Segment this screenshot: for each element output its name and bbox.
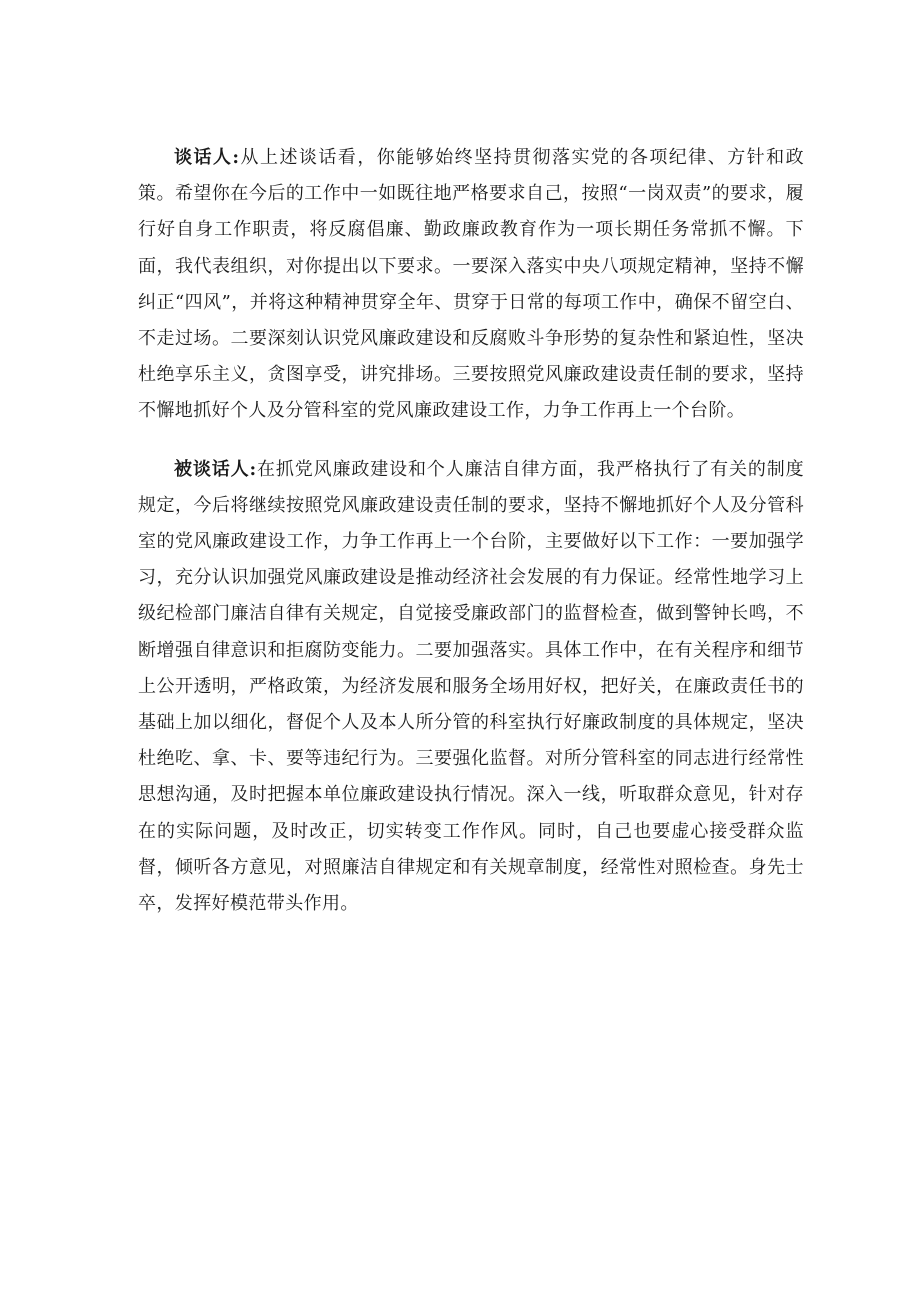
- speaker-label-interviewer: 谈话人:: [174, 147, 240, 168]
- interviewee-paragraph: [138, 452, 804, 923]
- interviewer-text: 从上述谈话看，你能够始终坚持贯彻落实党的各项纪律、方针和政策。希望你在今后的工作中一如既往地严格要求自己，按照“一岗双责”的要求，履行好自身工作职责，将反腐倡廉、勤政廉政教育作为一项长期任务常抓不懈。下面，我代表组织，对你提出以下要求。一要深入落实中央八项规定精神，坚持不懈纠正“四风”，并将这种精神贯穿全年、贯穿于日常的每项工作中，确保不留空白、不走过场。二要深刻认识党风廉政建设和反腐败斗争形势的复杂性和紧迫性，坚决杜绝享乐主义，贪图享受，讲究排场。三要按照党风廉政建设责任制的要求，坚持不懈地抓好个人及分管科室的党风廉政建设工作，力争工作再上一个台阶。: [138, 147, 804, 422]
- interviewer-paragraph: [138, 140, 804, 430]
- interviewee-text: 在抓党风廉政建设和个人廉洁自律方面，我严格执行了有关的制度规定，今后将继续按照党风廉政建设责任制的要求，坚持不懈地抓好个人及分管科室的党风廉政建设工作，力争工作再上一个台阶，主要做好以下工作：一要加强学习，充分认识加强党风廉政建设是推动经济社会发展的有力保证。经常性地学习上级纪检部门廉洁自律有关规定，自觉接受廉政部门的监督检查，做到警钟长鸣，不断增强自律意识和拒腐防变能力。二要加强落实。具体工作中，在有关程序和细节上公开透明，严格政策，为经济发展和服务全场用好权，把好关，在廉政责任书的基础上加以细化，督促个人及本人所分管的科室执行好廉政制度的具体规定，坚决杜绝吃、拿、卡、要等违纪行为。三要强化监督。对所分管科室的同志进行经常性思想沟通，及时把握本单位廉政建设执行情况。深入一线，听取群众意见，针对存在的实际问题，及时改正，切实转变工作作风。同时，自己也要虚心接受群众监督，倾听各方意见，对照廉洁自律规定和有关规章制度，经常性对照检查。身先士卒，发挥好模范带头作用。: [138, 458, 804, 915]
- speaker-label-interviewee: 被谈话人:: [174, 458, 257, 480]
- document-body: [138, 140, 804, 944]
